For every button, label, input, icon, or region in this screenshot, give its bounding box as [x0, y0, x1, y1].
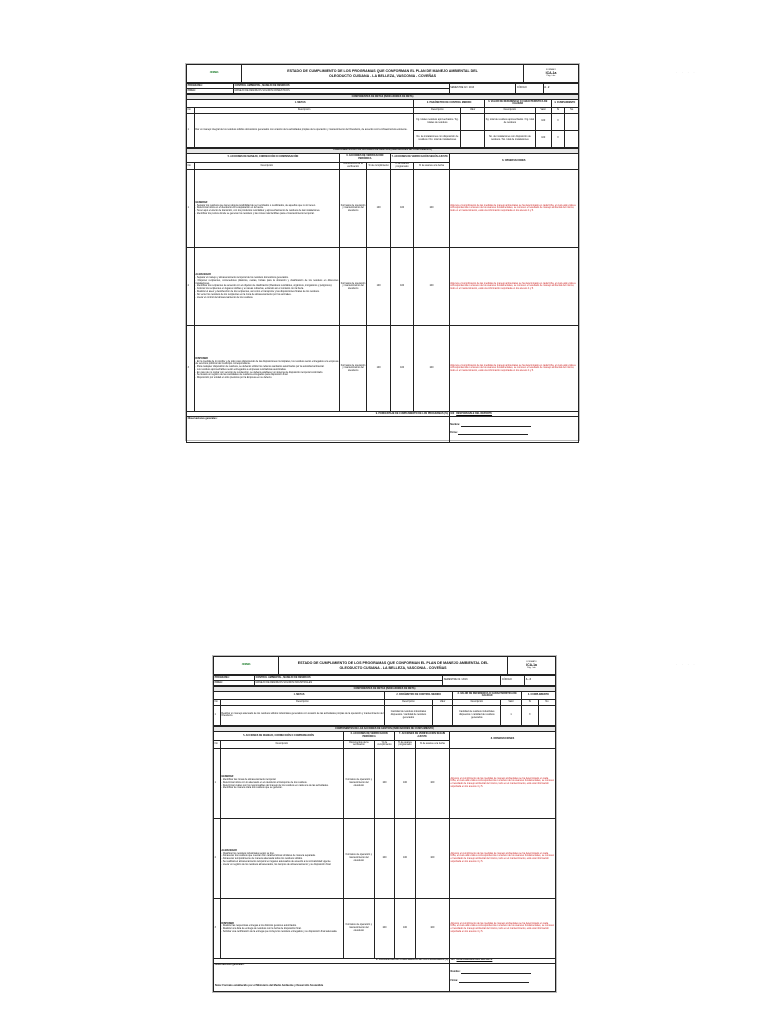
observation-text: Algunos el cumplimiento de las medidas de manejo ambientales se ha determinado en cada ficha, el cual está unida a correspondencia o al anexo de los avances fundamentales, se conocen el resultado de manejo ambiental del mismo, todo en el mantenimiento, está una información soportada en los anexos 4 y 5. [449, 748, 555, 818]
meta-description: Dar un manejo integral de los residuos sólidos domésticos generados con ocasión de la actividades propias de la operación y mantenimiento del Oleoducto, de acuerdo con la infraestructura existente. [194, 113, 414, 147]
program-info: PROGRAMA: CONTROL AMBIENTAL, MANEJO DE RESIDUOS SEMESTRE 02 / 2016 CÓDIGO: A - 3 FICHA: MANEJO DE RESIDUOS SÓLIDOS INDUSTRIALES [213, 675, 556, 686]
check-1: X [521, 705, 538, 725]
check-2: X [551, 130, 565, 147]
total-value: 100 [450, 411, 455, 415]
document-page-2 [212, 655, 557, 993]
action-row: 3 DISPONER - Realizar las respectivas entregas a los distintos gestores autorizados. - Realizar una lista de entrega de residuos con la fecha de disposición final. - Solicitar una certificación de la entrega que incluya los residuos entregados y su disposición final adecuada. Formatos de operación y mantenimiento del oleoducto 100 100 100 Algunos el cumplimiento de las medidas de manejo ambientales se ha determinado en cada ficha, el cual está unida a correspondencia o al anexo de los avances fundamentales, se conocen el resultado de manejo ambiental del mismo, todo en el mantenimiento, está una información soportada en los anexos 4 y 5. [214, 898, 556, 958]
form-code-box: FORMATO ICA-1a Pág. / de: [524, 65, 579, 83]
action-row: 3 DISPONER - En la medida de lo posible y de todo caso disponiendo de las disposiciones municipales, los residuos serán entregados a la empresa de servicios públicos del municipio correspondiente. - Para cualquier disposición de residuos, se deberán utilizar los rellenos sanitarios autorizados por la autoridad ambiental. - Los residuos aprovechables serán entregados a empresas recicladoras autorizadas. - En caso de no contar con servicio de recolección, se deberá establecer un sistema de disposición temporal controlado. - Se llevará un registro de las cantidades de residuos entregados para disposición final. - Disposición por unidad en sitio previstos por la Empresa en su defecto. Formatos de operación y mantenimiento del oleoducto 100 100 100 Algunos el cumplimiento de las medidas de manejo ambientales se ha determinado en cada ficha, el cual está unida a correspondencia o al anexo de los avances fundamentales, se conocen el resultado de manejo ambiental del mismo, todo en el mantenimiento, está una información soportada en los anexos 4 y 5. [187, 326, 579, 412]
ficha-name: MANEJO DE RESIDUOS SÓLIDOS DOMÉSTICOS [234, 89, 450, 94]
value-1: 1 [501, 705, 522, 725]
observation-text: Algunos el cumplimiento de las medidas de manejo ambientales se ha determinado en cada ficha, el cual está unida a correspondencia o al anexo de los avances fundamentales, se conocen el resultado de manejo ambiental del mismo, todo en el mantenimiento, está una información soportada en los anexos 4 y 5. [449, 326, 578, 412]
program-info: PROGRAMA: CONTROL AMBIENTAL, MANEJO DE RESIDUOS SEMESTRE 02 / 2016 CÓDIGO: A - 2 FICHA: MANEJO DE RESIDUOS SÓLIDOS DOMÉSTICOS [186, 83, 579, 94]
codigo-value: A - 2 [543, 84, 578, 94]
footer-note: Nota: Formato establecido por el Ministerio del Medio Ambiente y Desarrollo Sostenible [215, 984, 324, 987]
program-name: CONTROL AMBIENTAL, MANEJO DE RESIDUOS [255, 676, 443, 681]
document-page-1 [185, 63, 580, 441]
observation-text: Algunos el cumplimiento de las medidas de manejo ambientales se ha determinado en cada ficha, el cual está unida a correspondencia o al anexo de los avances fundamentales, se conocen el resultado de manejo ambiental del mismo, todo en el mantenimiento, está una información soportada en los anexos 4 y 5. [449, 898, 555, 958]
observation-text: Algunos el cumplimiento de las medidas de manejo ambientales se ha determinado en cada ficha, el cual está unida a correspondencia o al anexo de los avances fundamentales, se conocen el resultado de manejo ambiental del mismo, todo en el mantenimiento, está una información soportada en los anexos 4 y 5. [449, 248, 578, 326]
parameter-1: Cantidad de residuos industriales dispuestos / cantidad de residuos generados [385, 705, 433, 725]
total-label: 9. PORCENTAJE DE CUMPLIMIENTO DE LOS PROGRAMAS (%) [187, 412, 450, 417]
check-1: X [551, 113, 565, 130]
ficha-name: MANEJO DE RESIDUOS SÓLIDOS INDUSTRIALES [255, 681, 443, 686]
parameter-1: Kg. totales residuos aprovechados / Kg. totales de residuos [414, 113, 461, 130]
ocensa-logo: OCENSA [214, 657, 279, 675]
metas-table: COMPONENTES DE METAS (INDICADORES DE META) 1. METAS 2. PARÁMETRO DE CONTROL MEDIDO 3. VALOR DE REFERENCIA O CARACTERÍSTICA DE CALIDAD 4. CUMPLIMIENTO No Descripción Descripción Valor Descripción Valor Si No 1 Dar un manejo integral de los residuos sólidos domésticos generados con ocasión de la actividades propias de la operación y mantenimiento del Oleoducto, de acuerdo con la infraestructura existente. Kg. totales residuos aprovechados / Kg. totales de residuos Kg. total de residuos aprovechados / Kg. total de residuos 100 X No. de instalaciones con disposición de residuos / No. total de instalaciones No. de instalaciones con disposición de residuos / No. total de instalaciones 100 X [186, 94, 579, 148]
value-1: 100 [535, 113, 551, 130]
action-row: 2 ALMACENAR - Clasificar los residuos industriales según su tipo. - Almacenar los residuos que cuentan con características similares de manera separada. - Almacenar temporalmente de manera adecuada todos los residuos sólidos. - Se realizará el almacenamiento temporal en lugares adecuados de acuerdo a la normatividad vigente. - Llevar un registro de los residuos almacenados, los tiempos de almacenamiento y su disposición final. Formatos de operación y mantenimiento del oleoducto 100 100 100 Algunos el cumplimiento de las medidas de manejo ambientales se ha determinado en cada ficha, el cual está unida a correspondencia o al anexo de los avances fundamentales, se conocen el resultado de manejo ambiental del mismo, todo en el mantenimiento, está una información soportada en los anexos 4 y 5. [214, 818, 556, 898]
period: SEMESTRE 02 / 2016 [449, 84, 516, 94]
ocensa-logo: OCENSA [187, 65, 242, 83]
acciones-table: COMPONENTES DE LAS ACCIONES DE GESTIÓN (INDICADORES DE CUMPLIMIENTO) 5. ACCIONES DE MANEJO, CORRECCIÓN O COMPENSACIÓN 6. ACCIONES DE VERIFICACIÓN PERIÓDICA 7. ACCIONES DE VERIFICACIÓN SEGÚN AJUSTE 8. OBSERVACIONES No Descripción Documentos de la verificación % de cumplimiento % de avance programado % de avance a la fecha 1 GENERAR - Identificar las zonas de almacenamiento temporal. - Determinar sitios con lo adecuado en el oleoducto al transporte de los residuos. - Determinar cuáles son los responsables del manejo de los residuos en cada una de las actividades. - Identificar de manera clara los residuos que se generan. Formatos de operación y mantenimiento del oleoducto 100 100 100 Algunos el cumplimiento de las medidas de manejo ambientales se ha determinado en cada ficha, el cual está unida a correspondencia o al anexo de los avances fundamentales, se conocen el resultado de manejo ambiental del mismo, todo en el mantenimiento, está una información soportada en los anexos 4 y 5. 2 ALMACENAR - Clasificar los residuos industriales según su tipo. - Almacenar los residuos que cuentan con características similares de manera separada. - Almacenar temporalmente de manera adecuada todos los residuos sólidos. - Se realizará el almacenamiento temporal en lugares adecuados de acuerdo a la normatividad vigente. - Llevar un registro de los residuos almacenados, los tiempos de almacenamiento y su disposición final. Formatos de operación y mantenimiento del oleoducto 100 100 100 Algunos el cumplimiento de las medidas de manejo ambientales se ha determinado en cada ficha, el cual está unida a correspondencia o al anexo de los avances fundamentales, se conocen el resultado de manejo ambiental del mismo, todo en el mantenimiento, está una información soportada en los anexos 4 y 5. 3 DISPONER - Realizar las respectivas entregas a los distintos gestores autorizados. - Realizar una lista de entrega de residuos con la fecha de disposición final. - Solicitar una certificación de la entrega que incluya los residuos entregados y su disposición final adecuada. Formatos de operación y mantenimiento del oleoducto 100 100 100 Algunos el cumplimiento de las medidas de manejo ambientales se ha determinado en cada ficha, el cual está unida a correspondencia o al anexo de los avances fundamentales, se conocen el resultado de manejo ambiental del mismo, todo en el mantenimiento, está una información soportada en los anexos 4 y 5. 9. PORCENTAJE DE CUMPLIMIENTO DE LOS PROGRAMAS (%) 100 RESPONSABLE DEL REPORTE Observaciones generales: Nombre: Firma: [213, 726, 556, 992]
form-title: ESTADO DE CUMPLIMIENTO DE LOS PROGRAMAS QUE CONFORMAN EL PLAN DE MANEJO AMBIENTAL DEL OLEODUCTO CUSIANA - LA BELLEZA, VASCONIA - COVEÑAS [241, 65, 523, 83]
period: SEMESTRE 02 / 2016 [443, 676, 501, 686]
action-row: 1 GENERAR - Separar los residuos que tienen alguna posibilidad de ser reciclados o reutilizados, de aquellos que no lo tienen. - Determinar sitios en el oleoducto en la separación en la fuente. - Tener aquí el efecto de transición, con los productos reciclables y aprovechamiento de residuos de las instalaciones. - Identificar los puntos donde se generan los residuos y las zonas más factibles para el mantenimiento temporal. Formatos de operación y mantenimiento del oleoducto 100 100 100 Algunos el cumplimiento de las medidas de manejo ambientales se ha determinado en cada ficha, el cual está unida a correspondencia o al anexo de los avances fundamentales, se conocen el resultado de manejo ambiental del mismo, todo en el mantenimiento, está una información soportada en los anexos 4 y 5. [187, 170, 579, 248]
acciones-section-title: COMPONENTES DE LAS ACCIONES DE GESTIÓN (INDICADORES DE CUMPLIMIENTO) [187, 148, 579, 153]
value-2: 100 [535, 130, 551, 147]
metas-section-title: COMPONENTES DE METAS (INDICADORES DE META) [187, 95, 579, 100]
form-header [186, 64, 579, 83]
total-value: 100 [450, 958, 455, 962]
reference-1: Cantidad de residuos industriales dispuestos / cantidad de residuos generados [453, 705, 501, 725]
form-code-box: FORMATO ICA-1a Pág. / de: [508, 657, 556, 675]
parameter-2: No. de instalaciones con disposición de residuos / No. total de instalaciones [414, 130, 461, 147]
metas-section-title: COMPONENTES DE METAS (INDICADORES DE META) [214, 687, 556, 692]
general-observations: Observaciones generales: [187, 417, 450, 443]
meta-description: Realizar un manejo adecuado de los residuos sólidos industriales generados con ocasión de las actividades propias de la operación y mantenimiento del Oleoducto. [220, 705, 384, 725]
observation-text: Algunos el cumplimiento de las medidas de manejo ambientales se ha determinado en cada ficha, el cual está unida a correspondencia o al anexo de los avances fundamentales, se conocen el resultado de manejo ambiental del mismo, todo en el mantenimiento, está una información soportada en los anexos 4 y 5. [449, 170, 578, 248]
acciones-section-title: COMPONENTES DE LAS ACCIONES DE GESTIÓN (INDICADORES DE CUMPLIMIENTO) [214, 726, 556, 731]
metas-table: COMPONENTES DE METAS (INDICADORES DE META) 1. METAS 2. PARÁMETRO DE CONTROL MEDIDO 3. VALOR DE REFERENCIA O CARACTERÍSTICA DE CALIDAD 4. CUMPLIMIENTO No Descripción Descripción Valor Descripción Valor Si No 1 Realizar un manejo adecuado de los residuos sólidos industriales generados con ocasión de las actividades propias de la operación y mantenimiento del Oleoducto. Cantidad de residuos industriales dispuestos / cantidad de residuos generados Cantidad de residuos industriales dispuestos / cantidad de residuos generados 1 X [213, 686, 556, 726]
observation-text: Algunos el cumplimiento de las medidas de manejo ambientales se ha determinado en cada ficha, el cual está unida a correspondencia o al anexo de los avances fundamentales, se conocen el resultado de manejo ambiental del mismo, todo en el mantenimiento, está una información soportada en los anexos 4 y 5. [449, 818, 555, 898]
form-title: ESTADO DE CUMPLIMIENTO DE LOS PROGRAMAS QUE CONFORMAN EL PLAN DE MANEJO AMBIENTAL DEL OLEODUCTO CUSIANA - LA BELLEZA, VASCONIA - COVEÑAS [278, 657, 507, 675]
action-row: 2 ALMACENAR - Separar el manejo y almacenamiento temporal de los residuos domésticos generados. - Disponer recipientes, contenedores plásticos, cestas, bolsas para la ubicación y clasificación de los residuos en diferentes instalaciones. - Identificar los recipientes de acuerdo con el objetivo de clasificación (Residuos reciclables, orgánicos, inorgánicos y peligrosos). - Colocar los recipientes en lugares visibles y en áreas cubiertas, evitando así el contacto con la lluvia. - Realizar el aseo y desinfección de los recipientes, así como el transporte y las disposiciones finales de los residuos. - No verter los residuos de los recipientes en la zona de almacenamiento por los animales. - Llevar el control del almacenamiento de los residuos. Formatos de operación y mantenimiento del oleoducto 100 100 100 Algunos el cumplimiento de las medidas de manejo ambientales se ha determinado en cada ficha, el cual está unida a correspondencia o al anexo de los avances fundamentales, se conocen el resultado de manejo ambiental del mismo, todo en el mantenimiento, está una información soportada en los anexos 4 y 5. [187, 248, 579, 326]
program-name: CONTROL AMBIENTAL, MANEJO DE RESIDUOS [234, 84, 450, 89]
acciones-table: COMPONENTES DE LAS ACCIONES DE GESTIÓN (INDICADORES DE CUMPLIMIENTO) 5. ACCIONES DE MANEJO, CORRECCIÓN O COMPENSACIÓN 6. ACCIONES DE VERIFICACIÓN PERIÓDICA 7. ACCIONES DE VERIFICACIÓN SEGÚN AJUSTE 8. OBSERVACIONES No Descripción Documentos de la verificación % de cumplimiento % de avance programado % de avance a la fecha 1 GENERAR - Separar los residuos que tienen alguna posibilidad de ser reciclados o reutilizados, de aquellos que no lo tienen. - Determinar sitios en el oleoducto en la separación en la fuente. - Tener aquí el efecto de transición, con los productos reciclables y aprovechamiento de residuos de las instalaciones. - Identificar los puntos donde se generan los residuos y las zonas más factibles para el mantenimiento temporal. Formatos de operación y mantenimiento del oleoducto 100 100 100 Algunos el cumplimiento de las medidas de manejo ambientales se ha determinado en cada ficha, el cual está unida a correspondencia o al anexo de los avances fundamentales, se conocen el resultado de manejo ambiental del mismo, todo en el mantenimiento, está una información soportada en los anexos 4 y 5. 2 ALMACENAR - Separar el manejo y almacenamiento temporal de los residuos domésticos generados. - Disponer recipientes, contenedores plásticos, cestas, bolsas para la ubicación y clasificación de los residuos en diferentes instalaciones. - Identificar los recipientes de acuerdo con el objetivo de clasificación (Residuos reciclables, orgánicos, inorgánicos y peligrosos). - Colocar los recipientes en lugares visibles y en áreas cubiertas, evitando así el contacto con la lluvia. - Realizar el aseo y desinfección de los recipientes, así como el transporte y las disposiciones finales de los residuos. - No verter los residuos de los recipientes en la zona de almacenamiento por los animales. - Llevar el control del almacenamiento de los residuos. Formatos de operación y mantenimiento del oleoducto 100 100 100 Algunos el cumplimiento de las medidas de manejo ambientales se ha determinado en cada ficha, el cual está unida a correspondencia o al anexo de los avances fundamentales, se conocen el resultado de manejo ambiental del mismo, todo en el mantenimiento, está una información soportada en los anexos 4 y 5. 3 DISPONER - En la medida de lo posible y de todo caso disponiendo de las disposiciones municipales, los residuos serán entregados a la empresa de servicios públicos del municipio correspondiente. - Para cualquier disposición de residuos, se deberán utilizar los rellenos sanitarios autorizados por la autoridad ambiental. - Los residuos aprovechables serán entregados a empresas recicladoras autorizadas. - En caso de no contar con servicio de recolección, se deberá establecer un sistema de disposición temporal controlado. - Se llevará un registro de las cantidades de residuos entregados para disposición final. - Disposición por unidad en sitio previstos por la Empresa en su defecto. Formatos de operación y mantenimiento del oleoducto 100 100 100 Algunos el cumplimiento de las medidas de manejo ambientales se ha determinado en cada ficha, el cual está unida a correspondencia o al anexo de los avances fundamentales, se conocen el resultado de manejo ambiental del mismo, todo en el mantenimiento, está una información soportada en los anexos 4 y 5. 9. PORCENTAJE DE CUMPLIMIENTO DE LOS PROGRAMAS (%) 100 RESPONSABLE DEL REPORTE Observaciones generales: Nombre: Firma: [186, 148, 579, 444]
form-header [213, 656, 556, 675]
reference-2: No. de instalaciones con disposición de residuos / No. total de instalaciones [484, 130, 535, 147]
reference-1: Kg. total de residuos aprovechados / Kg. total de residuos [484, 113, 535, 130]
codigo-value: A - 3 [525, 676, 556, 686]
scan-marks: · · · · [676, 662, 697, 666]
action-row: 1 GENERAR - Identificar las zonas de almacenamiento temporal. - Determinar sitios con lo adecuado en el oleoducto al transporte de los residuos. - Determinar cuáles son los responsables del manejo de los residuos en cada una de las actividades. - Identificar de manera clara los residuos que se generan. Formatos de operación y mantenimiento del oleoducto 100 100 100 Algunos el cumplimiento de las medidas de manejo ambientales se ha determinado en cada ficha, el cual está unida a correspondencia o al anexo de los avances fundamentales, se conocen el resultado de manejo ambiental del mismo, todo en el mantenimiento, está una información soportada en los anexos 4 y 5. [214, 748, 556, 818]
scan-marks: · · · · [676, 70, 697, 74]
total-label: 9. PORCENTAJE DE CUMPLIMIENTO DE LOS PROGRAMAS (%) [214, 958, 450, 963]
general-observations: Observaciones generales: [214, 963, 450, 991]
